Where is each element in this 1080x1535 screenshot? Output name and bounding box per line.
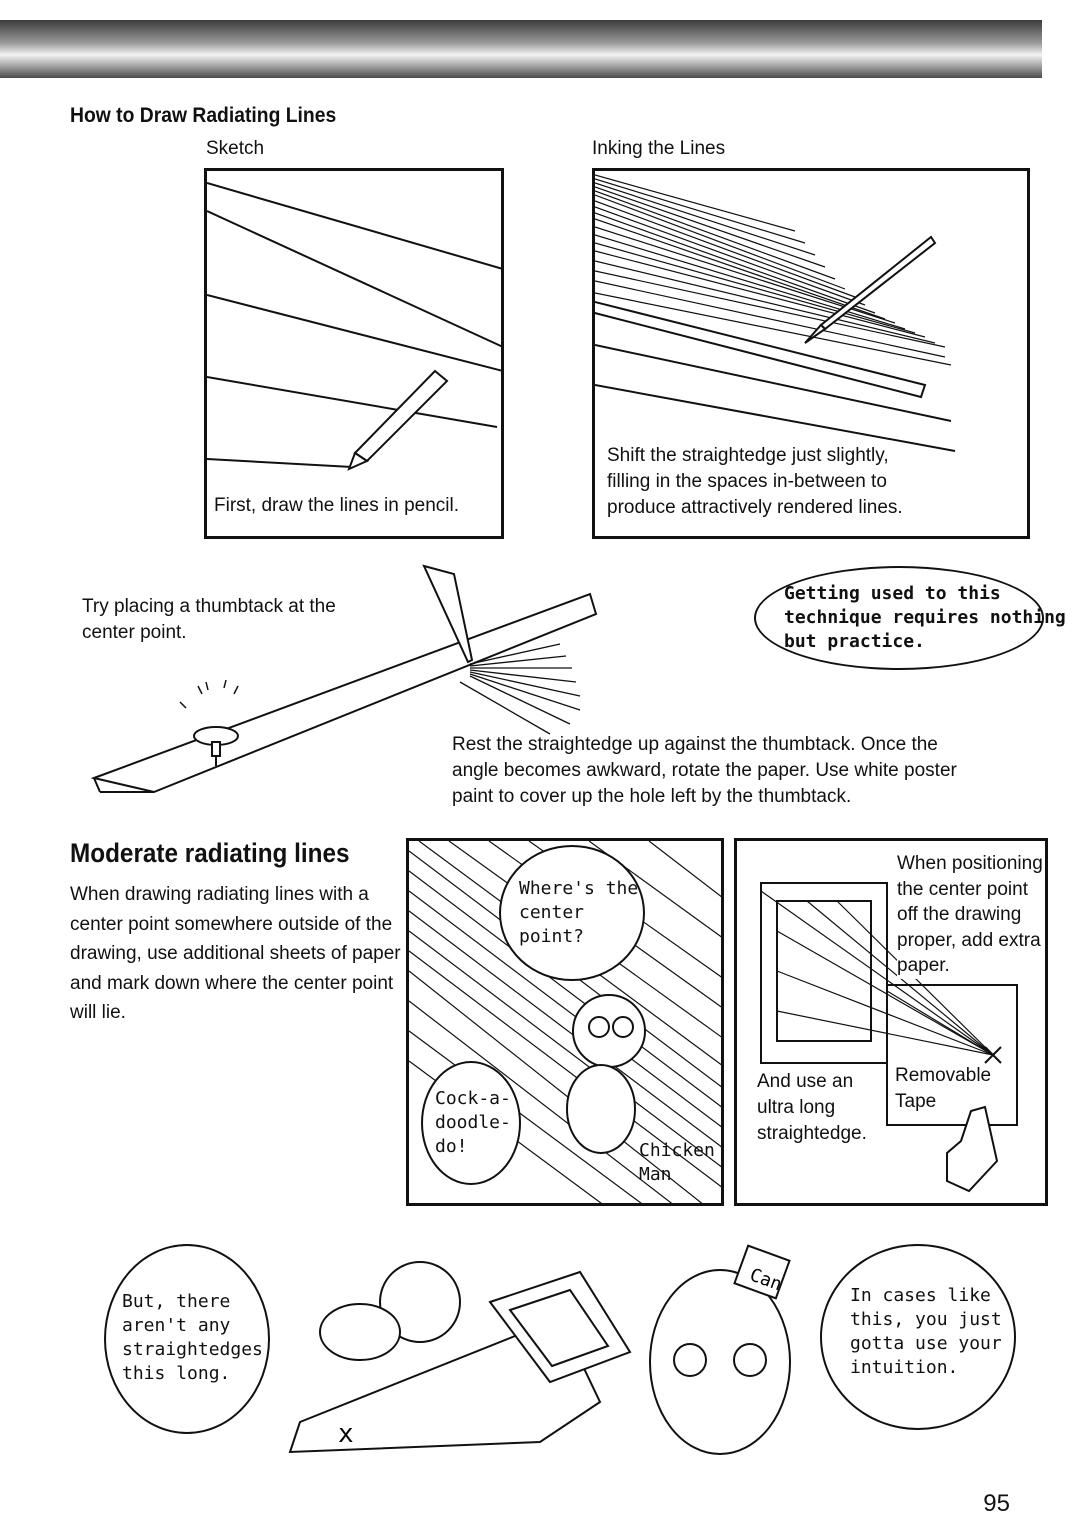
- can-label: Can: [746, 1264, 785, 1296]
- sketch-panel: [204, 168, 504, 539]
- cock-a-doodle-text: Cock-a- doodle- do!: [435, 1088, 511, 1157]
- inking-panel: [592, 168, 1030, 539]
- ruler-icon: [595, 299, 925, 397]
- section-heading: How to Draw Radiating Lines: [70, 104, 337, 127]
- left-bubble-text: But, there aren't any straightedges this long.: [122, 1291, 263, 1384]
- inking-label: Inking the Lines: [592, 138, 726, 159]
- chicken-man-panel: [406, 838, 724, 1206]
- page-number: 95: [983, 1490, 1010, 1517]
- removable-tape-label: Removable Tape: [895, 1065, 992, 1112]
- paper-x-mark: x: [338, 1419, 354, 1449]
- sketch-label: Sketch: [206, 138, 265, 159]
- pencil-icon: [349, 371, 447, 469]
- kneeling-boy-character: [320, 1262, 460, 1360]
- practice-bubble-text: Getting used to this technique requires nothing but practice.: [784, 583, 1066, 652]
- chicken-man-character: [567, 995, 645, 1153]
- right-bubble-text: In cases like this, you just gotta use your intuition.: [850, 1285, 1002, 1378]
- straightedge-caption: Rest the straightedge up against the thumbtack. Once the angle becomes awkward, rotate the paper. Use white poster paint to cover up the hole left by the thumbtack.: [452, 734, 957, 807]
- thumbtack-tip: Try placing a thumbtack at the center point.: [82, 596, 336, 643]
- inking-caption: Shift the straightedge just slightly, filling in the spaces in-between to produce attractively rendered lines.: [607, 445, 903, 518]
- positioning-note: When positioning the center point off the drawing proper, add extra paper.: [897, 851, 1043, 979]
- ultra-long-note: And use an ultra long straightedge.: [757, 1071, 867, 1144]
- chicken-man-label: Chicken Man: [639, 1140, 715, 1185]
- moderate-body: When drawing radiating lines with a center point somewhere outside of the drawing, use additional sheets of paper and mark down where the center point will lie.: [70, 884, 401, 1023]
- header-bar: [0, 20, 1042, 78]
- extra-paper-panel: [734, 838, 1048, 1206]
- where-center-text: Where's the center point?: [519, 878, 639, 947]
- moderate-heading: Moderate radiating lines: [70, 838, 350, 868]
- bottom-scene-drawing: [270, 1232, 830, 1502]
- sketch-lines-drawing: [207, 171, 504, 539]
- sketch-caption: First, draw the lines in pencil.: [214, 495, 459, 516]
